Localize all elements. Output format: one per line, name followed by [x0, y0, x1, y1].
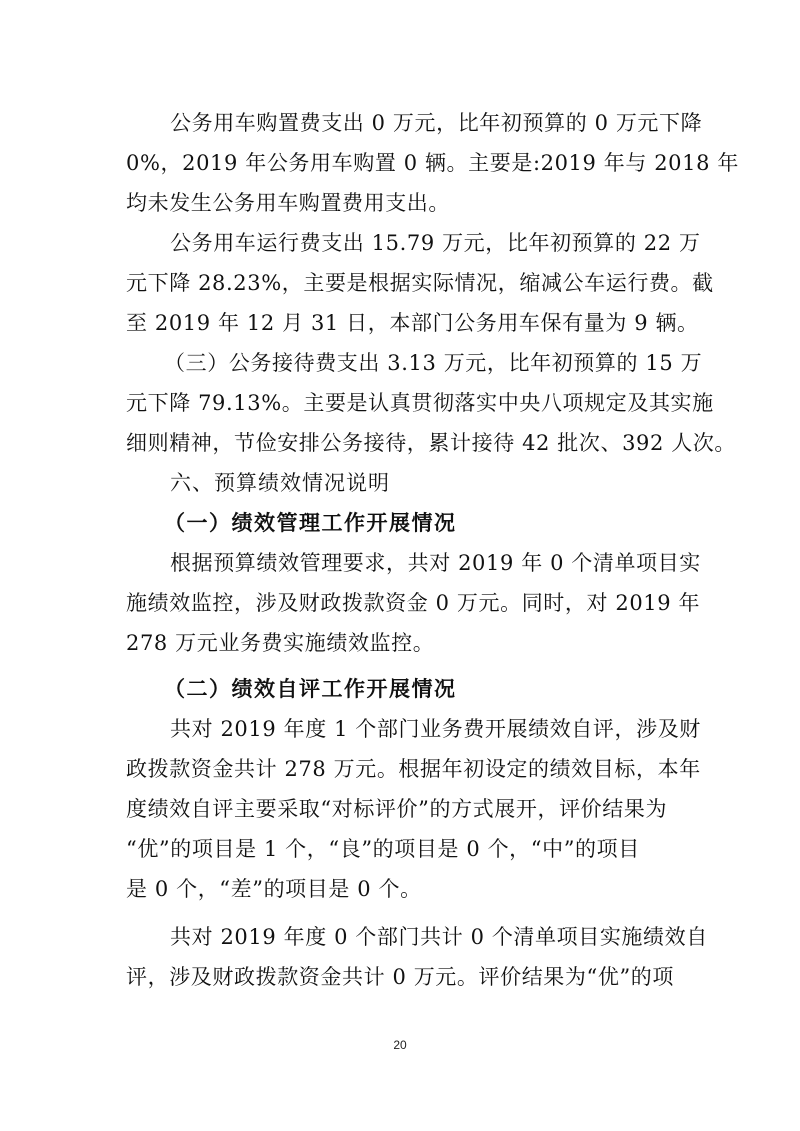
paragraph-line: 公务用车购置费支出 0 万元，比年初预算的 0 万元下降	[170, 111, 703, 135]
paragraph-line: 施绩效监控，涉及财政拨款资金 0 万元。同时，对 2019 年	[126, 591, 701, 615]
paragraph-line: “优”的项目是 1 个，“良”的项目是 0 个，“中”的项目	[126, 837, 640, 861]
paragraph-line: 度绩效自评主要采取“对标评价”的方式展开，评价结果为	[126, 797, 668, 821]
paragraph-line: 是 0 个，“差”的项目是 0 个。	[126, 877, 422, 901]
page-number: 20	[393, 1038, 407, 1052]
paragraph-line: （三）公务接待费支出 3.13 万元，比年初预算的 15 万	[164, 351, 703, 375]
paragraph-line: 至 2019 年 12 月 31 日，本部门公务用车保有量为 9 辆。	[126, 311, 699, 335]
paragraph-line: 细则精神，节俭安排公务接待，累计接待 42 批次、392 人次。	[126, 431, 737, 455]
paragraph-line: 0%，2019 年公务用车购置 0 辆。主要是:2019 年与 2018 年	[126, 151, 739, 175]
paragraph-line: 元下降 79.13%。主要是认真贯彻落实中央八项规定及其实施	[126, 391, 714, 415]
paragraph-line: 政拨款资金共计 278 万元。根据年初设定的绩效目标，本年	[126, 757, 701, 781]
subsection-heading: （二）绩效自评工作开展情况	[164, 677, 457, 701]
paragraph-line: 共对 2019 年度 0 个部门共计 0 个清单项目实施绩效自	[170, 925, 708, 949]
paragraph-line: 278 万元业务费实施绩效监控。	[126, 631, 435, 655]
paragraph-line: 元下降 28.23%，主要是根据实际情况，缩减公车运行费。截	[126, 271, 714, 295]
paragraph-line: 公务用车运行费支出 15.79 万元，比年初预算的 22 万	[170, 231, 701, 255]
paragraph-line: 评，涉及财政拨款资金共计 0 万元。评价结果为“优”的项	[126, 965, 674, 989]
paragraph-line: 根据预算绩效管理要求，共对 2019 年 0 个清单项目实	[170, 551, 701, 575]
subsection-heading: （一）绩效管理工作开展情况	[164, 511, 457, 535]
paragraph-line: 共对 2019 年度 1 个部门业务费开展绩效自评，涉及财	[170, 717, 701, 741]
paragraph-line: 均未发生公务用车购置费用支出。	[126, 191, 450, 215]
section-heading: 六、预算绩效情况说明	[170, 471, 390, 495]
